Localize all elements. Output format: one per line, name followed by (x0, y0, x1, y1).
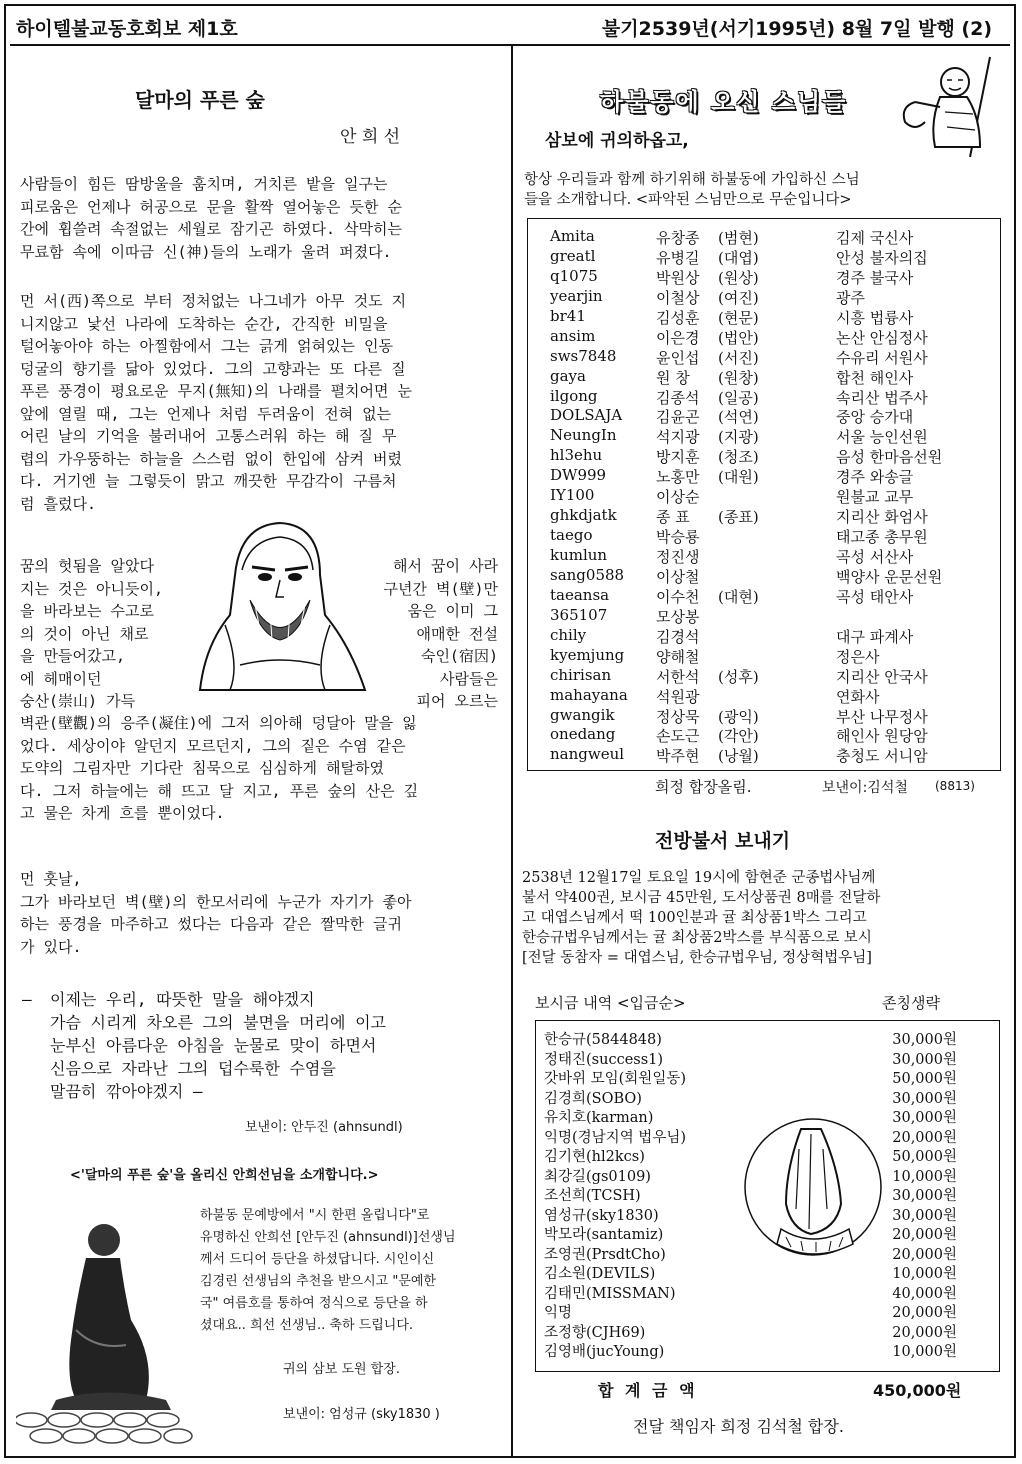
monk-dharma-cell: (여진) (718, 288, 759, 307)
monk-temple-cell: 연화사 (836, 687, 880, 706)
monk-dharma-cell: (대원) (718, 468, 759, 487)
sender-ahnsundl: 보낸이: 안두진 (ahnsundl) (245, 1120, 403, 1135)
text-line: 의 것이 아닌 채로 (20, 624, 149, 643)
monk-id-cell: chirisan (550, 665, 612, 684)
poem (50, 988, 386, 1103)
banner-title: 하불동에 오신 스님들 (600, 88, 848, 116)
monk-name-cell: 김경석 (656, 627, 700, 646)
text-line: 하불동 문예방에서 "시 한편 올립니다"로 (200, 1208, 430, 1223)
monks-table (527, 218, 1001, 771)
wrap-line-left: 숭산(崇山) 가득 (20, 692, 136, 710)
monk-temple-cell: 부산 나무정사 (836, 707, 928, 726)
column-divider (511, 46, 513, 1458)
text-line: 을 만들어갔고, (20, 647, 126, 665)
monk-temple-cell: 중앙 승가대 (836, 408, 914, 427)
donation-honorific-note: 존칭생략 (882, 994, 940, 1012)
monk-dharma-cell (718, 606, 759, 626)
monk-id-cell: onedang (550, 725, 616, 744)
monk-dharma-cell: (성후) (718, 667, 759, 686)
monk-dharma-cell (718, 566, 759, 586)
donor-name-cell: 조영권(PrsdtCho) (544, 1246, 666, 1263)
poem-dash: – (22, 990, 32, 1009)
monk-name-cell: 김성훈 (656, 308, 700, 327)
monk-dharma-cell (718, 626, 759, 646)
donation-amount-cell: 30,000원 (892, 1090, 957, 1107)
donation-heading: 보시금 내역 <입금순> (535, 994, 686, 1012)
monk-id-cell: q1075 (550, 266, 598, 285)
monk-dharma-cell: (일공) (718, 388, 759, 407)
monk-temple-cell: 곡성 태안사 (836, 587, 914, 606)
text-line: 2538년 12월17일 토요일 19시에 함현준 군종법사님께 (522, 870, 876, 886)
sender-sky1830: 보낸이: 엄성규 (sky1830 ) (283, 1407, 440, 1422)
text-line: 고 물은 차게 흐를 뿐이었다. (20, 804, 225, 822)
text-line: 지는 것은 아니듯이, (20, 579, 164, 598)
monk-temple-cell: 시흥 법륭사 (836, 308, 914, 327)
monk-dharma-cell: (청조) (718, 448, 759, 467)
monk-id-cell: NeungIn (550, 426, 617, 445)
donation-amount-cell: 30,000원 (892, 1032, 957, 1048)
monk-id-cell: 365107 (550, 605, 608, 624)
text-line: 덩굴의 향기를 닮아 있었다. 그의 고향과는 또 다른 질 (20, 359, 406, 378)
donor-name-cell: 익명(경남지역 법우님) (544, 1129, 686, 1146)
monk-name-cell: 박주현 (656, 747, 700, 766)
monk-id-cell: DOLSAJA (550, 406, 623, 425)
donor-name-cell: 김기현(hl2kcs) (544, 1149, 645, 1165)
donation-amount-cell: 10,000원 (892, 1344, 957, 1360)
donation-amount-cell: 30,000원 (892, 1188, 957, 1204)
paragraph-1 (20, 173, 500, 263)
monks-name-column (656, 227, 699, 765)
monk-temple-cell: 수유리 서원사 (836, 348, 928, 367)
monk-name-cell: 정상묵 (656, 707, 700, 726)
donor-name-cell: 한승규(5844848) (544, 1032, 662, 1048)
donation-amount-cell: 10,000원 (892, 1266, 957, 1282)
monk-temple-cell: 대구 파계사 (836, 627, 914, 646)
donation-amount-cell: 40,000원 (892, 1285, 957, 1302)
monk-name-cell: 김윤곤 (656, 408, 700, 427)
monk-name-cell: 이상순 (656, 488, 700, 507)
monk-name-cell: 석지광 (656, 428, 700, 447)
monk-dharma-cell: (범현) (718, 229, 759, 247)
monk-temple-cell (836, 606, 942, 626)
monk-dharma-cell (718, 486, 759, 506)
article-title: 달마의 푸른 숲 (135, 88, 265, 112)
monk-name-cell: 서한석 (656, 667, 700, 686)
donation-amount-cell: 50,000원 (892, 1149, 957, 1165)
wrap-line-right: 피어 오르는 (416, 692, 498, 710)
monk-temple-cell: 음성 한마음선원 (836, 448, 943, 467)
dharma-book-text (522, 868, 1007, 968)
donation-amount-cell: 20,000원 (892, 1305, 957, 1321)
monk-temple-cell: 논산 안심정사 (836, 328, 928, 347)
text-line: 한승규법우님께서는 귤 최상품2박스를 부식품으로 보시 (522, 930, 872, 946)
monk-temple-cell: 김제 국신사 (836, 229, 914, 247)
donation-amount-cell: 30,000원 (892, 1207, 957, 1224)
monk-temple-cell: 원불교 교무 (836, 488, 914, 507)
header-rule (10, 44, 1010, 46)
monk-name-cell: 손도근 (656, 727, 700, 746)
text-line: 피로움은 언제나 허공으로 문을 활짝 열어놓은 듯한 순 (20, 197, 402, 216)
text-line: 김경린 선생님의 추천을 받으시고 "문예한 (200, 1274, 436, 1289)
monk-temple-cell: 안성 불자의집 (836, 248, 928, 267)
monk-name-cell: 정진생 (656, 548, 700, 566)
text-line: 숙인(宿因) (420, 647, 498, 665)
monk-id-cell: ghkdjatk (550, 506, 617, 525)
paragraph-2 (20, 290, 500, 515)
total-amount: 450,000원 (873, 1381, 962, 1400)
text-line: 어린 날의 기억을 불러내어 고통스러워 하는 해 질 무 (20, 427, 397, 445)
text-line: 사람들은 (440, 669, 498, 688)
text-line: 었다. 세상이야 알던지 모르던지, 그의 짙은 수염 같은 (20, 736, 406, 755)
poem-line: 이제는 우리, 따뜻한 말을 해야겠지 (50, 990, 315, 1009)
monk-name-cell: 이철상 (656, 288, 700, 307)
monk-dharma-cell: (법안) (718, 328, 759, 347)
monks-sender-id: (8813) (935, 779, 975, 793)
monk-dharma-cell: (현문) (718, 308, 759, 327)
donor-name-cell: 조정향(CJH69) (544, 1324, 646, 1341)
text-line: 니지않고 낯선 나라에 도착하는 순간, 간직한 비밀을 (20, 314, 388, 333)
monk-name-cell: 방지훈 (656, 448, 700, 467)
monk-dharma-cell: (종표) (718, 508, 759, 527)
monk-temple-cell: 태고종 총무원 (836, 528, 928, 547)
donor-name-cell: 정태진(success1) (544, 1051, 664, 1068)
donation-amount-cell: 50,000원 (892, 1071, 957, 1087)
donor-name-cell: 조선희(TCSH) (544, 1188, 641, 1204)
footer-signature: 전달 책임자 희정 김석철 합장. (633, 1417, 844, 1436)
monk-temple-cell: 지리산 안국사 (836, 667, 928, 686)
monk-id-cell: taeansa (550, 585, 610, 604)
text-line: 하는 풍경을 마주하고 썼다는 다음과 같은 짤막한 글귀 (20, 915, 402, 933)
monk-name-cell: 노홍만 (656, 468, 700, 487)
monk-id-cell: greatl (550, 246, 596, 265)
text-line: 벽관(壁觀)의 응주(凝住)에 그저 의아해 덩달아 말을 잃 (20, 714, 417, 732)
monk-id-cell: DW999 (550, 466, 607, 485)
donor-name-column (544, 1028, 686, 1360)
newsletter-issue: 하이텔불교동호회보 제1호 (16, 18, 238, 40)
monk-id-cell: nangweul (550, 745, 625, 764)
text-line: 움은 이미 그 (407, 602, 498, 620)
text-line: 털어놓아야 하는 아찔함에서 그는 긁게 얽혀있는 인동 (20, 337, 393, 355)
text-line: 다. 그저 하늘에는 해 뜨고 달 지고, 푸른 숲의 산은 깊 (20, 781, 419, 800)
monk-name-cell: 양해철 (656, 647, 700, 666)
monk-name-cell: 유창종 (656, 229, 700, 247)
monk-id-cell: ansim (550, 326, 596, 345)
monk-temple-cell: 서울 능인선원 (836, 428, 928, 447)
monk-id-cell: kumlun (550, 546, 608, 564)
text-line: 해서 꿈이 사라 (392, 557, 498, 575)
monk-dharma-cell: (낭월) (718, 747, 759, 766)
monk-id-cell: Amita (550, 227, 595, 245)
monk-id-cell: gaya (550, 366, 586, 385)
text-line: 항상 우리들과 함께 하기위해 하불동에 가입하신 스님 (524, 172, 860, 188)
monk-temple-cell: 합천 해인사 (836, 368, 914, 387)
monk-name-cell: 모상봉 (656, 607, 700, 626)
text-line: 구년간 벽(壁)만 (383, 579, 498, 598)
monk-temple-cell: 충청도 서니암 (836, 747, 928, 766)
dharma-book-title: 전방불서 보내기 (655, 830, 791, 852)
monk-dharma-cell: (광익) (718, 707, 759, 726)
text-line: 도약의 그림자만 기다란 침묵으로 심심하게 해탈하였 (20, 759, 384, 777)
poem-line: 눈부신 아름다운 아침을 눈물로 맞이 하면서 (50, 1036, 377, 1055)
poem-line: 신음으로 자라난 그의 덥수룩한 수염을 (50, 1059, 336, 1078)
donor-name-cell: 김소원(DEVILS) (544, 1266, 656, 1282)
monk-name-cell: 윤인섭 (656, 348, 700, 367)
text-line: 불서 약400권, 보시금 45만원, 도서상품권 8매를 전달하 (522, 890, 881, 906)
monk-dharma-cell (718, 526, 759, 546)
monk-name-cell: 이상철 (656, 567, 700, 586)
text-line: 애매한 전설 (416, 624, 498, 643)
text-line: 다. 거기엔 늘 그렇듯이 맑고 깨끗한 무감각이 구름처 (20, 472, 397, 490)
monk-id-cell: chily (550, 625, 587, 644)
text-line: 사람들이 힘든 땀방울을 훔치며, 거치른 밭을 일구는 (20, 175, 388, 193)
monk-id-cell: gwangik (550, 705, 615, 724)
monk-dharma-cell (718, 546, 759, 566)
monk-temple-cell: 광주 (836, 288, 865, 307)
text-line: 고 대엽스님께서 떡 100인분과 귤 최상품1박스 그리고 (522, 910, 867, 926)
wrap-text-left (20, 555, 163, 690)
monks-intro (524, 170, 1004, 210)
donor-name-cell: 최강길(gs0109) (544, 1168, 651, 1185)
monk-dharma-cell: (원상) (718, 268, 759, 287)
donation-amount-cell: 20,000원 (892, 1324, 957, 1341)
donation-table (535, 1020, 1000, 1372)
monk-temple-cell: 곡성 서산사 (836, 548, 914, 566)
donor-name-cell: 유치호(karman) (544, 1110, 654, 1126)
bodhidharma-illustration (180, 515, 370, 695)
wrap-text-right (383, 555, 498, 690)
monk-temple-cell: 해인사 원당암 (836, 727, 928, 746)
monk-id-cell: kyemjung (550, 645, 625, 664)
donor-name-cell: 김경희(SOBO) (544, 1090, 642, 1107)
monks-signature: 희정 합장올림. (655, 778, 752, 796)
text-line: 에 헤매이던 (20, 669, 102, 688)
text-line: 국" 여름호를 통하여 정식으로 등단을 하 (200, 1296, 428, 1311)
monk-name-cell: 박원상 (656, 268, 700, 287)
text-line: 푸른 풍경이 평요로운 무지(無知)의 나래를 펼치어면 눈 (20, 382, 413, 400)
text-line: 럼 흘렀다. (20, 494, 97, 513)
monk-temple-cell: 속리산 법주사 (836, 388, 928, 407)
poem-line: 가슴 시리게 차오른 그의 불면을 머리에 이고 (50, 1013, 387, 1032)
greeting: 삼보에 귀의하옵고, (545, 131, 689, 151)
donor-name-cell: 박모라(santamiz) (544, 1227, 664, 1243)
donor-name-cell: 김태민(MISSMAN) (544, 1285, 676, 1302)
text-line: 앞에 열릴 때, 그는 언제나 처럼 두려움이 전혀 없는 (20, 404, 392, 423)
monk-dharma-cell: (각안) (718, 727, 759, 746)
text-line: 께서 드디어 등단을 하셨답니다. 시인이신 (200, 1252, 435, 1267)
donation-amount-cell: 30,000원 (892, 1051, 957, 1068)
monk-temple-cell: 경주 불국사 (836, 268, 914, 287)
text-line: 유명하신 안희선 [안두진 (ahnsundl)]선생님 (200, 1230, 456, 1245)
monk-dharma-cell: (대현) (718, 587, 759, 606)
monk-id-cell: yearjin (550, 286, 603, 305)
donor-name-cell: 염성규(sky1830) (544, 1207, 659, 1224)
monk-temple-cell: 지리산 화엄사 (836, 508, 928, 527)
monk-name-cell: 원 창 (656, 368, 690, 387)
donor-name-cell: 김영배(jucYoung) (544, 1344, 665, 1360)
donor-name-cell: 갓바위 모임(회원일동) (544, 1071, 686, 1087)
monk-dharma-cell: (석연) (718, 408, 759, 427)
monks-dharma-column (718, 227, 759, 765)
text-line: 렵의 가우뚱하는 하늘을 스스럼 없이 한입에 삼켜 버렸 (20, 449, 402, 468)
monk-id-cell: ilgong (550, 386, 598, 405)
text-line: 먼 훗날, (20, 870, 82, 888)
monk-id-cell: hl3ehu (550, 446, 603, 465)
monk-cartoon-icon (895, 52, 1005, 162)
poem-line: 말끔히 깎아야겠지 – (50, 1082, 203, 1101)
monk-dharma-cell: (원창) (718, 368, 759, 387)
total-label: 합 계 금 액 (598, 1381, 698, 1400)
donor-name-cell: 익명 (544, 1305, 573, 1321)
monk-dharma-cell (718, 646, 759, 666)
monk-dharma-cell: (대엽) (718, 248, 759, 267)
donation-amount-cell: 20,000원 (892, 1227, 957, 1243)
text-line: 가 있다. (20, 937, 82, 956)
donation-amount-column (892, 1028, 957, 1360)
donation-amount-cell: 20,000원 (892, 1129, 957, 1146)
monk-name-cell: 박승룡 (656, 528, 700, 547)
text-line: 을 바라보는 수고로 (20, 602, 154, 620)
text-line: 간에 휩쓸려 속절없는 세월로 잠기곤 하였다. 삭막히는 (20, 220, 402, 238)
meditating-monk-illustration (16, 1210, 196, 1450)
monk-id-cell: IY100 (550, 486, 595, 505)
monks-sender: 보낸이:김석철 (822, 780, 908, 796)
monk-dharma-cell: (서진) (718, 348, 759, 367)
monk-id-cell: taego (550, 526, 593, 545)
paragraph-4 (20, 868, 500, 958)
monk-temple-cell: 정은사 (836, 647, 880, 666)
text-line: 그가 바라보던 벽(壁)의 한모서리에 누군가 자기가 좋아 (20, 892, 412, 911)
text-line: 셨대요.. 희선 선생님.. 축하 드립니다. (200, 1318, 414, 1333)
donation-amount-cell: 10,000원 (892, 1168, 957, 1185)
paragraph-3 (20, 712, 500, 825)
donation-amount-cell: 20,000원 (892, 1246, 957, 1263)
article-author: 안 희 선 (340, 127, 401, 147)
text-line: 들을 소개합니다. <파악된 스님만으로 무순입니다> (524, 192, 852, 208)
monk-name-cell: 이수천 (656, 587, 700, 606)
publication-date: 불기2539년(서기1995년) 8월 7일 발행 (2) (601, 18, 992, 40)
monk-temple-cell: 백양사 운문선원 (836, 567, 943, 586)
monk-name-cell: 석원광 (656, 687, 700, 706)
monk-temple-cell: 경주 와송글 (836, 468, 914, 487)
monk-name-cell: 김종석 (656, 388, 700, 407)
intro-signature: 귀의 삼보 도원 합장. (283, 1362, 400, 1377)
monk-id-cell: mahayana (550, 685, 628, 704)
monk-id-cell: br41 (550, 306, 586, 325)
monk-dharma-cell: (지광) (718, 428, 759, 447)
monk-name-cell: 이은경 (656, 328, 700, 347)
monks-temple-column (836, 227, 942, 765)
text-line: 무료함 속에 이따금 신(神)들의 노래가 울려 퍼졌다. (20, 242, 392, 261)
intro-heading: <'달마의 푸른 숲'을 올리신 안희선님을 소개합니다.> (70, 1168, 379, 1183)
donation-amount-cell: 30,000원 (892, 1110, 957, 1126)
text-line: 먼 서(西)쪽으로 부터 정처없는 나그네가 아무 것도 지 (20, 292, 407, 310)
monk-id-cell: sang0588 (550, 565, 625, 584)
monk-dharma-cell (718, 686, 759, 706)
intro-text (200, 1205, 500, 1337)
text-line: 꿈의 헛됨을 알았다 (20, 557, 154, 575)
monk-name-cell: 유병길 (656, 248, 700, 267)
monk-name-cell: 종 표 (656, 508, 690, 527)
monks-id-column (550, 227, 628, 765)
praying-hands-illustration (741, 1109, 891, 1269)
text-line: [전달 동참자 = 대엽스님, 한승규법우님, 정상혁법우님] (522, 950, 872, 966)
monk-id-cell: sws7848 (550, 346, 617, 365)
